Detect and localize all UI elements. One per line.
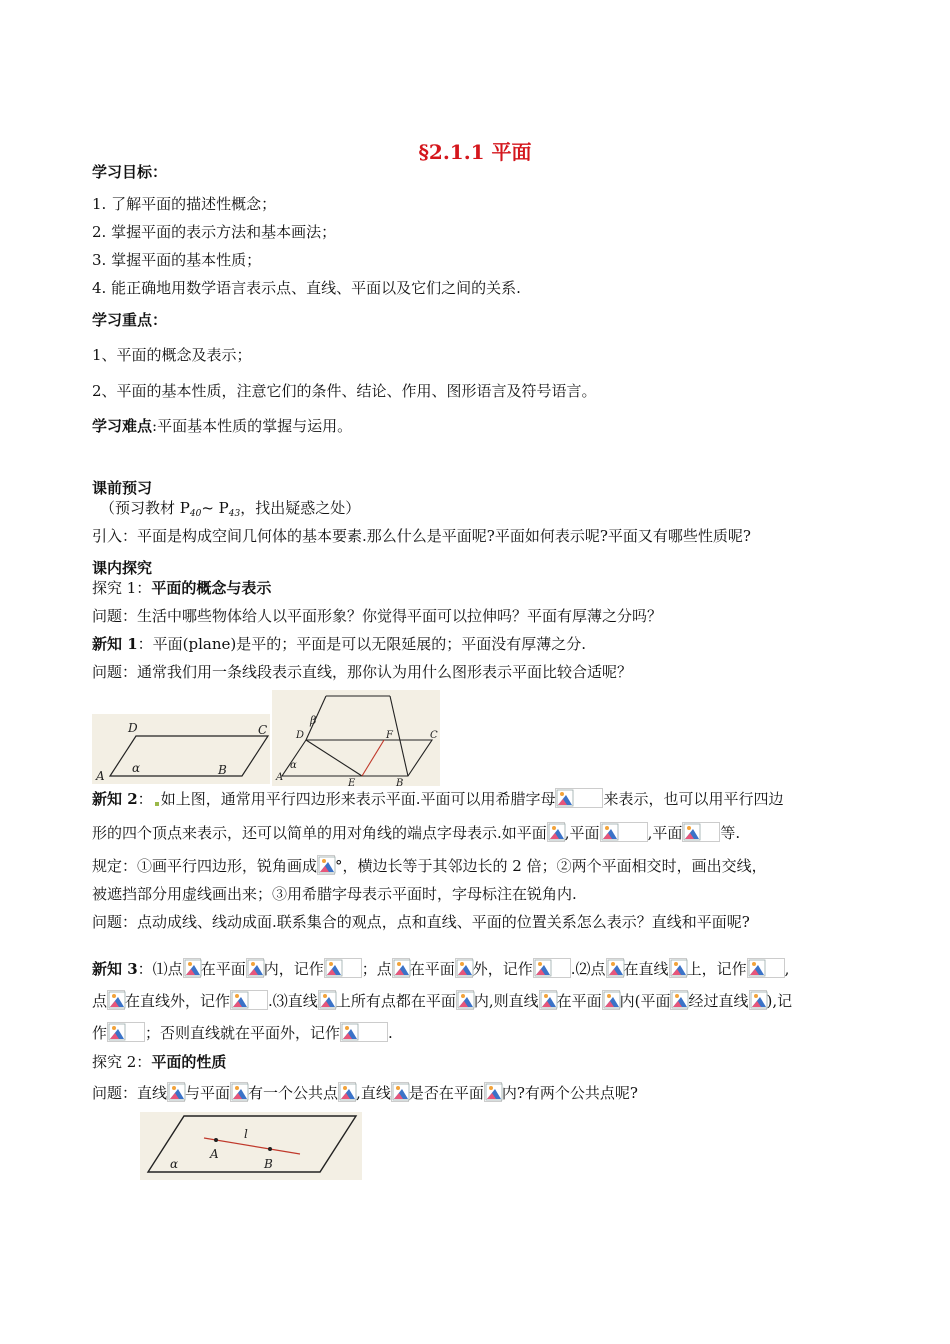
nk-text: 外，记作 bbox=[472, 960, 533, 978]
nk-label: 新知 2 bbox=[92, 790, 138, 808]
nk-text: 在平面 bbox=[409, 960, 455, 978]
new-knowledge-3 bbox=[92, 958, 789, 979]
label-alpha: α bbox=[290, 760, 297, 771]
formula-image-icon bbox=[338, 1082, 356, 1102]
page-title: §2.1.1 平面 bbox=[418, 140, 532, 164]
formula-image-icon bbox=[318, 990, 336, 1010]
question-4 bbox=[92, 1082, 638, 1103]
nk-text: .⑵点 bbox=[570, 960, 606, 978]
label-alpha: α bbox=[170, 1157, 179, 1171]
label-a: A bbox=[276, 772, 284, 783]
q-text: 是否在平面 bbox=[408, 1084, 484, 1102]
formula-image-icon bbox=[167, 1082, 185, 1102]
q-text: 问题：直线 bbox=[92, 1084, 168, 1102]
question-2: 问题：通常我们用一条线段表示直线，那你认为用什么图形表示平面比较合适呢？ bbox=[92, 663, 633, 681]
page-sub: 40 bbox=[189, 509, 202, 519]
preview-heading: 课前预习 bbox=[92, 479, 153, 497]
rule-text: 规定：①画平行四边形，锐角画成 bbox=[92, 857, 318, 875]
nk-text: 来表示，也可以用平行四边 bbox=[603, 790, 784, 808]
explore-label: 探究 2： bbox=[92, 1053, 152, 1071]
formula-image-icon bbox=[230, 1082, 248, 1102]
label-e: E bbox=[348, 778, 356, 786]
new-knowledge-3-line3 bbox=[92, 1022, 393, 1043]
formula-image-icon bbox=[455, 958, 473, 978]
key-item: 1、平面的概念及表示； bbox=[92, 346, 252, 364]
label-a: A bbox=[210, 1147, 219, 1161]
formula-image-icon bbox=[670, 990, 688, 1010]
nk-text: , bbox=[784, 960, 790, 978]
new-knowledge-2 bbox=[92, 788, 783, 809]
label-c: C bbox=[258, 723, 268, 737]
formula-image-icon bbox=[749, 990, 767, 1010]
formula-image-icon bbox=[533, 958, 571, 978]
nk-text: ,平面 bbox=[564, 824, 600, 842]
goals-heading: 学习目标： bbox=[92, 163, 168, 181]
formula-image-icon bbox=[669, 958, 687, 978]
figure-intersecting-planes bbox=[272, 690, 440, 786]
explore2-line bbox=[92, 1052, 226, 1072]
nk-text: ： bbox=[137, 790, 153, 808]
rule-text: °，横边长等于其邻边长的 2 倍；②两个平面相交时，画出交线， bbox=[335, 857, 767, 875]
question-1: 问题：生活中哪些物体给人以平面形象？你觉得平面可以拉伸吗？平面有厚薄之分吗？ bbox=[92, 607, 663, 625]
explore-label: 探究 1： bbox=[92, 579, 152, 597]
formula-image-icon bbox=[600, 822, 648, 842]
formula-image-icon bbox=[107, 990, 125, 1010]
formula-image-icon bbox=[246, 958, 264, 978]
nk-label: 新知 1 bbox=[92, 635, 138, 653]
label-d: D bbox=[128, 721, 138, 735]
goal-item: 2. 掌握平面的表示方法和基本画法； bbox=[92, 223, 337, 241]
tick-mark bbox=[155, 802, 159, 806]
label-c: C bbox=[430, 730, 438, 741]
key-heading: 学习重点： bbox=[92, 311, 168, 329]
label-f: F bbox=[386, 730, 393, 741]
q-text: 与平面 bbox=[185, 1084, 231, 1102]
nk-text: ：平面(plane)是平的；平面是可以无限延展的；平面没有厚薄之分. bbox=[137, 635, 587, 653]
nk-text: ,平面 bbox=[647, 824, 683, 842]
figure-line-in-plane bbox=[140, 1112, 362, 1180]
difficulty-text: :平面基本性质的掌握与运用。 bbox=[152, 417, 353, 435]
formula-image-icon bbox=[602, 990, 620, 1010]
key-item: 2、平面的基本性质，注意它们的条件、结论、作用、图形语言及符号语言。 bbox=[92, 382, 597, 400]
formula-image-icon bbox=[230, 990, 268, 1010]
formula-image-icon bbox=[392, 958, 410, 978]
formula-image-icon bbox=[456, 990, 474, 1010]
nk-text: 经过直线 bbox=[688, 992, 749, 1010]
nk-text: 上，记作 bbox=[686, 960, 747, 978]
nk-text: 等. bbox=[720, 824, 741, 842]
question-3: 问题：点动成线、线动成面.联系集合的观点，点和直线、平面的位置关系怎么表示？直线和平面呢? bbox=[92, 913, 750, 931]
nk-text: 内(平面 bbox=[619, 992, 671, 1010]
label-alpha: α bbox=[132, 761, 141, 775]
figure-parallelogram bbox=[92, 714, 270, 784]
intro-text: 引入：平面是构成空间几何体的基本要素.那么什么是平面呢?平面如何表示呢?平面又有哪些性质呢? bbox=[92, 527, 751, 545]
explore1-line bbox=[92, 578, 271, 598]
nk-text: 形的四个顶点来表示，还可以简单的用对角线的端点字母表示.如平面 bbox=[92, 824, 547, 842]
nk-text: ；点 bbox=[361, 960, 392, 978]
nk-text: 在平面 bbox=[200, 960, 246, 978]
nk-text: 在直线外，记作 bbox=[125, 992, 231, 1010]
formula-image-icon bbox=[183, 958, 201, 978]
nk-text: ：⑴点 bbox=[137, 960, 183, 978]
label-b: B bbox=[218, 763, 227, 777]
explore-title: 平面的性质 bbox=[151, 1053, 227, 1071]
nk-text: ；否则直线就在平面外，记作 bbox=[145, 1024, 341, 1042]
nk-text: 内，记作 bbox=[263, 960, 324, 978]
note-text: ~ P bbox=[201, 499, 229, 517]
label-d: D bbox=[296, 730, 305, 741]
q-text: ,直线 bbox=[356, 1084, 391, 1102]
label-b: B bbox=[396, 778, 404, 786]
new-knowledge-1 bbox=[92, 634, 586, 654]
nk-text: 在平面 bbox=[556, 992, 602, 1010]
formula-image-icon bbox=[539, 990, 557, 1010]
page-sub: 43 bbox=[228, 509, 241, 519]
nk-text: 如上图，通常用平行四边形来表示平面.平面可以用希腊字母 bbox=[160, 790, 556, 808]
formula-image-icon bbox=[391, 1082, 409, 1102]
formula-image-icon bbox=[340, 1022, 388, 1042]
formula-image-icon bbox=[547, 822, 565, 842]
nk-text: 点 bbox=[92, 992, 108, 1010]
new-knowledge-2-line2 bbox=[92, 822, 740, 843]
formula-image-icon bbox=[682, 822, 720, 842]
note-text: （预习教材 P bbox=[100, 499, 190, 517]
label-l: l bbox=[244, 1127, 248, 1141]
formula-image-icon bbox=[484, 1082, 502, 1102]
rule-line bbox=[92, 855, 767, 876]
formula-image-icon bbox=[324, 958, 362, 978]
formula-image-icon bbox=[606, 958, 624, 978]
q-text: 内?有两个公共点呢? bbox=[501, 1084, 638, 1102]
goal-item: 4. 能正确地用数学语言表示点、直线、平面以及它们之间的关系. bbox=[92, 279, 521, 297]
formula-image-icon bbox=[747, 958, 785, 978]
preview-note bbox=[100, 498, 360, 524]
explore-title: 平面的概念与表示 bbox=[151, 579, 272, 597]
new-knowledge-3-line2 bbox=[92, 990, 792, 1011]
difficulty-line bbox=[92, 416, 352, 436]
nk-text: .⑶直线 bbox=[268, 992, 318, 1010]
nk-text: . bbox=[388, 1024, 393, 1042]
formula-image-icon bbox=[555, 788, 603, 808]
nk-text: 上所有点都在平面 bbox=[335, 992, 456, 1010]
label-beta: β bbox=[310, 714, 317, 727]
nk-text: ),记 bbox=[766, 992, 793, 1010]
label-a: A bbox=[96, 769, 105, 783]
nk-text: 作 bbox=[92, 1024, 108, 1042]
q-text: 有一个公共点 bbox=[248, 1084, 339, 1102]
nk-text: 在直线 bbox=[623, 960, 669, 978]
goal-item: 1. 了解平面的描述性概念； bbox=[92, 195, 277, 213]
formula-image-icon bbox=[107, 1022, 145, 1042]
rule-line-2: 被遮挡部分用虚线画出来；③用希腊字母表示平面时，字母标注在锐角内. bbox=[92, 885, 577, 903]
note-text: ，找出疑惑之处） bbox=[240, 499, 361, 517]
goal-item: 3. 掌握平面的基本性质； bbox=[92, 251, 262, 269]
difficulty-heading: 学习难点 bbox=[92, 417, 153, 435]
nk-text: 内,则直线 bbox=[473, 992, 539, 1010]
formula-image-icon bbox=[317, 855, 335, 875]
nk-label: 新知 3 bbox=[92, 960, 138, 978]
label-b: B bbox=[264, 1157, 273, 1171]
explore-heading: 课内探究 bbox=[92, 559, 153, 577]
